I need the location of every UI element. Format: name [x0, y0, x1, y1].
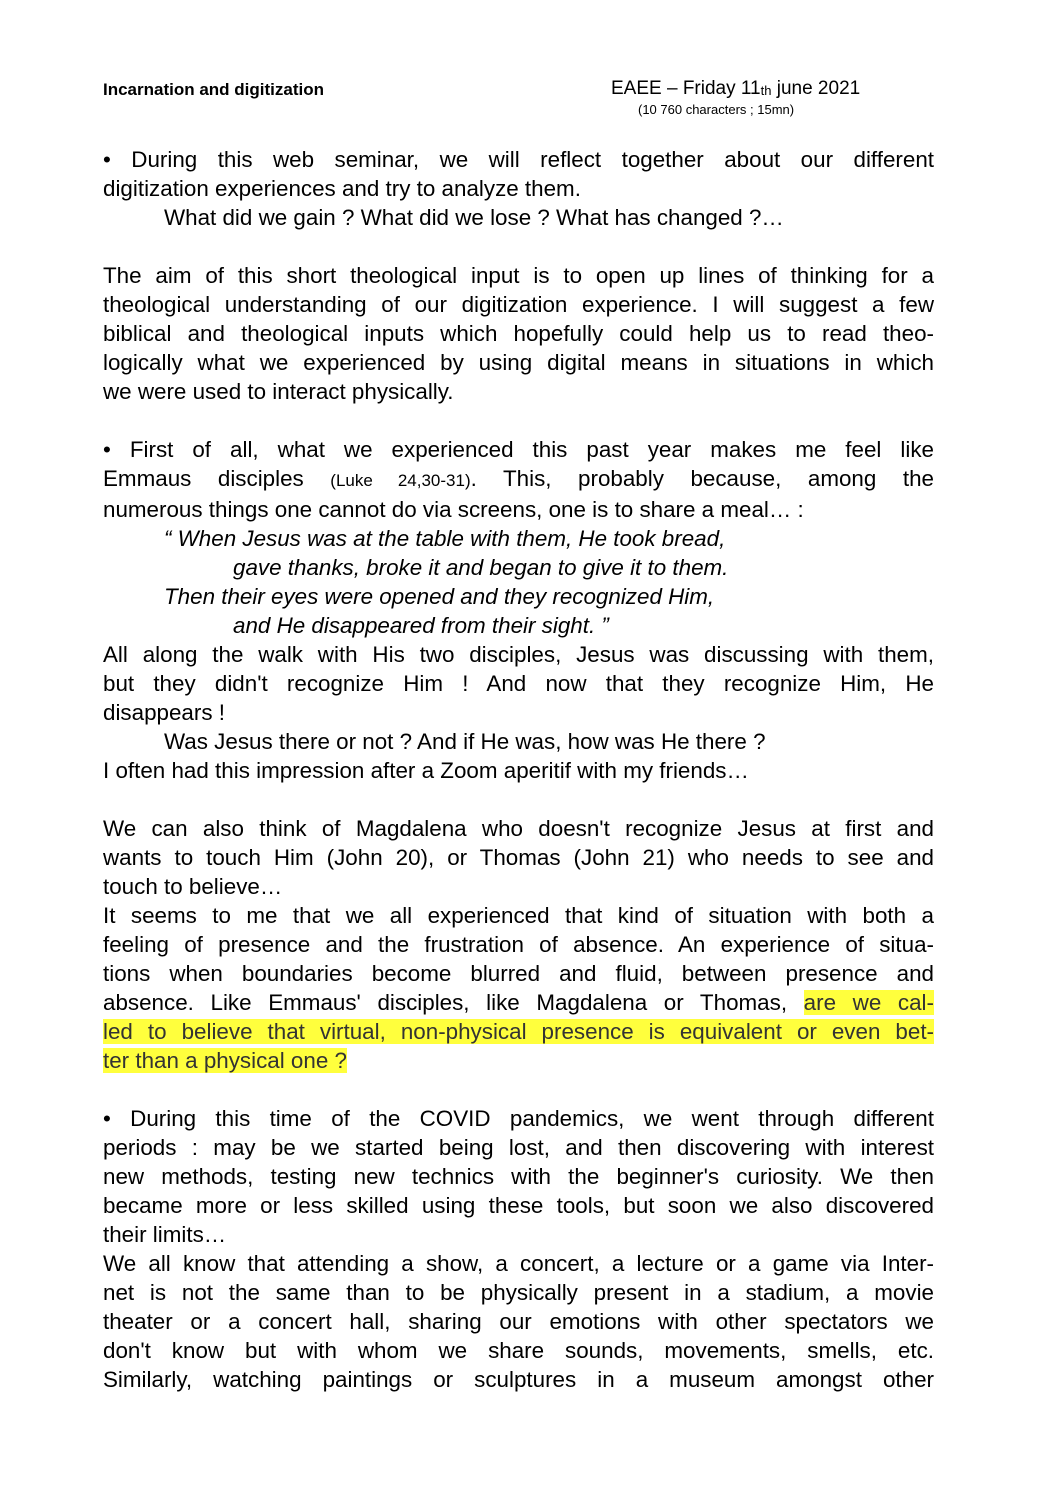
- text-fragment: Emmaus disciples: [103, 466, 331, 491]
- text-line: What did we gain ? What did we lose ? What has changed ?…: [164, 205, 784, 230]
- text-line: [103, 988, 934, 1017]
- text-line: new methods, testing new technics with the beginner's curiosity. We then: [103, 1164, 934, 1189]
- text-line: Similarly, watching paintings or sculptures in a museum amongst other: [103, 1367, 934, 1392]
- quote-line: and He disappeared from their sight. ”: [233, 613, 609, 638]
- text-line: digitization experiences and try to analyze them.: [103, 176, 581, 201]
- document-body: [103, 145, 934, 1394]
- text-line: tions when boundaries become blurred and fluid, between presence and: [103, 961, 934, 986]
- text-line: theater or a concert hall, sharing our emotions with other spectators we: [103, 1309, 934, 1334]
- text-line: [103, 464, 934, 495]
- text-line: [103, 1046, 934, 1075]
- paragraph-intro: [103, 145, 934, 232]
- text-line: but they didn't recognize Him ! And now that they recognize Him, He: [103, 671, 934, 696]
- text-line: The aim of this short theological input is to open up lines of thinking for a: [103, 263, 934, 288]
- paragraph-magdalena: [103, 814, 934, 1075]
- text-line: logically what we experienced by using digital means in situations in which: [103, 350, 934, 375]
- highlighted-text: ter than a physical one ?: [103, 1048, 347, 1073]
- text-line: Was Jesus there or not ? And if He was, how was He there ?: [164, 729, 766, 754]
- text-line: We all know that attending a show, a concert, a lecture or a game via Inter-: [103, 1251, 934, 1276]
- text-line: their limits…: [103, 1222, 227, 1247]
- scripture-reference: (Luke 24,30-31): [330, 471, 471, 490]
- text-line: net is not the same than to be physically present in a stadium, a movie: [103, 1280, 934, 1305]
- text-line: [103, 1017, 934, 1046]
- document-meta: (10 760 characters ; 15mn): [638, 102, 795, 117]
- date-ordinal: th: [760, 83, 772, 98]
- text-line: touch to believe…: [103, 874, 283, 899]
- highlighted-text: are we cal-: [803, 990, 934, 1015]
- text-line: wants to touch Him (John 20), or Thomas (John 21) who needs to see and: [103, 845, 934, 870]
- text-line: biblical and theological inputs which hopefully could help us to read theo-: [103, 321, 934, 346]
- paragraph-emmaus: [103, 435, 934, 785]
- text-fragment: absence. Like Emmaus' disciples, like Magdalena or Thomas,: [103, 990, 804, 1015]
- text-line: • During this time of the COVID pandemics, we went through different: [103, 1106, 934, 1131]
- text-line: we were used to interact physically.: [103, 379, 454, 404]
- text-line: disappears !: [103, 700, 225, 725]
- text-line: don't know but with whom we share sounds, movements, smells, etc.: [103, 1338, 934, 1363]
- paragraph-aim: [103, 261, 934, 406]
- text-line: It seems to me that we all experienced that kind of situation with both a: [103, 903, 934, 928]
- text-line: • During this web seminar, we will reflect together about our different: [103, 147, 934, 172]
- text-line: All along the walk with His two disciples, Jesus was discussing with them,: [103, 642, 934, 667]
- text-line: periods : may be we started being lost, and then discovering with interest: [103, 1135, 934, 1160]
- event-name: EAEE – Friday 11: [611, 78, 761, 99]
- text-fragment: . This, probably because, among the: [470, 466, 934, 491]
- paragraph-covid: [103, 1104, 934, 1394]
- text-line: I often had this impression after a Zoom aperitif with my friends…: [103, 758, 749, 783]
- text-line: numerous things one cannot do via screens, one is to share a meal… :: [103, 497, 804, 522]
- text-line: • First of all, what we experienced this past year makes me feel like: [103, 437, 934, 462]
- text-line: We can also think of Magdalena who doesn't recognize Jesus at first and: [103, 816, 934, 841]
- quote-line: gave thanks, broke it and began to give it to them.: [233, 555, 729, 580]
- quote-line: “ When Jesus was at the table with them, He took bread,: [164, 526, 726, 551]
- text-line: theological understanding of our digitization experience. I will suggest a few: [103, 292, 934, 317]
- text-line: became more or less skilled using these tools, but soon we also discovered: [103, 1193, 934, 1218]
- quote-line: Then their eyes were opened and they recognized Him,: [164, 584, 715, 609]
- event-date-rest: june 2021: [771, 78, 861, 99]
- highlighted-text: led to believe that virtual, non-physical presence is equivalent or even bet-: [103, 1019, 934, 1044]
- text-line: feeling of presence and the frustration of absence. An experience of situa-: [103, 932, 934, 957]
- document-title: Incarnation and digitization: [103, 80, 324, 99]
- event-date: [611, 78, 860, 102]
